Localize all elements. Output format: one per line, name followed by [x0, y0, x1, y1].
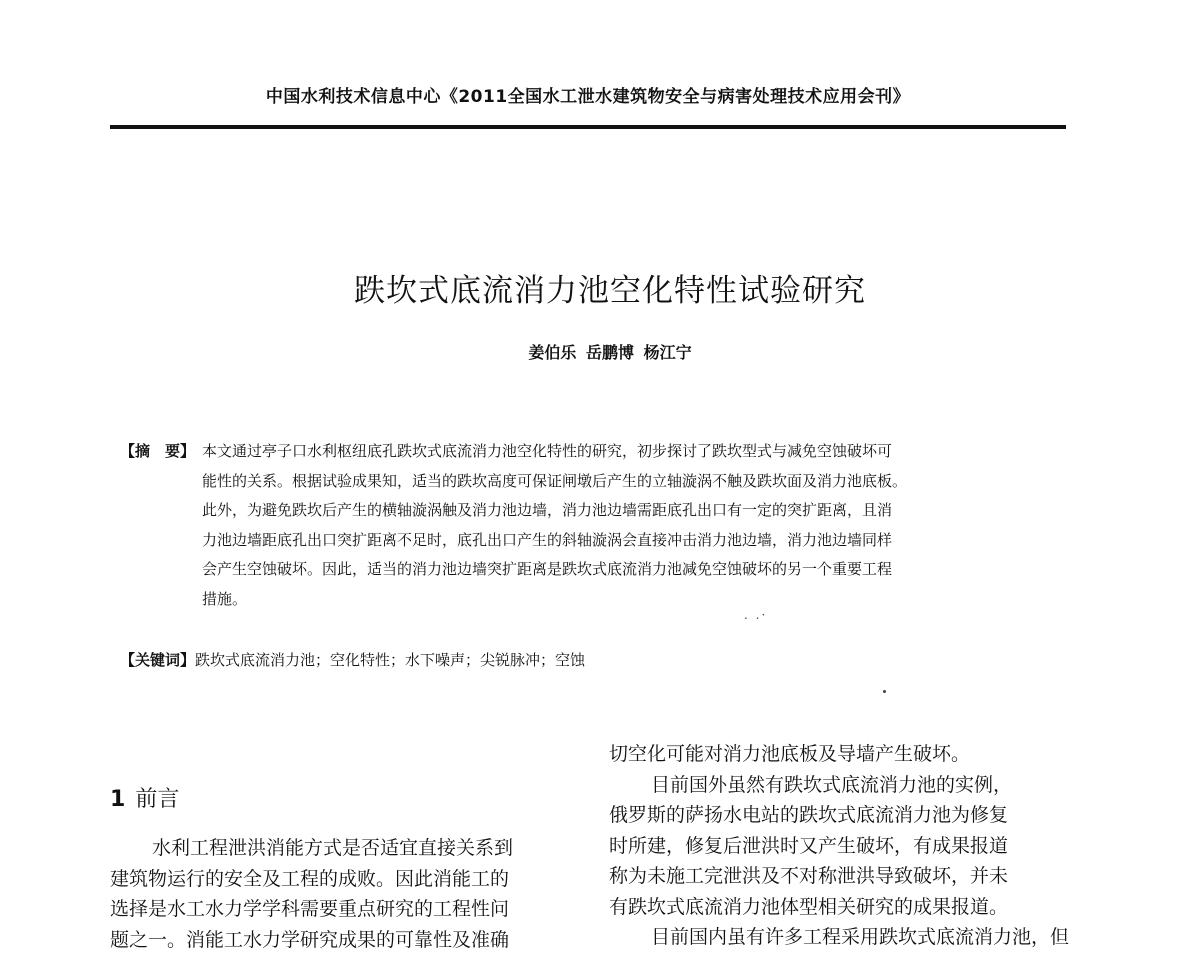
body-line: 时所建，修复后泄洪时又产生破坏，有成果报道	[609, 834, 1069, 865]
section-number: 1	[110, 787, 125, 812]
paper-title: 跌坎式底流消力池空化特性试验研究	[110, 265, 1110, 310]
scan-speck	[883, 690, 886, 693]
body-line: 水利工程泄洪消能方式是否适宜直接关系到	[110, 836, 570, 867]
abstract-line: 本文通过亭子口水利枢纽底孔跌坎式底流消力池空化特性的研究，初步探讨了跌坎型式与减免空蚀破坏可	[202, 440, 1062, 470]
abstract-label: 【摘 要】	[120, 440, 195, 461]
abstract-line: 此外，为避免跌坎后产生的横轴漩涡触及消力池边墙，消力池边墙需距底孔出口有一定的突扩距离，且消	[202, 499, 1062, 529]
abstract-line: 措施。	[202, 588, 1062, 618]
body-line: 题之一。消能工水力学研究成果的可靠性及准确	[110, 928, 570, 958]
body-line: 称为未施工完泄洪及不对称泄洪导致破坏，并未	[609, 864, 1069, 895]
scan-speck: . .·	[744, 608, 767, 622]
keywords-block	[120, 649, 585, 670]
running-header: 中国水利技术信息中心《2011全国水工泄水建筑物安全与病害处理技术应用会刊》	[110, 82, 1066, 107]
body-line: 选择是水工水力学学科需要重点研究的工程性问	[110, 897, 570, 928]
left-column	[110, 836, 570, 958]
keywords-text: 跌坎式底流消力池；空化特性；水下噪声；尖锐脉冲；空蚀	[195, 651, 585, 669]
body-line: 目前国外虽然有跌坎式底流消力池的实例，	[609, 773, 1069, 804]
body-line: 俄罗斯的萨扬水电站的跌坎式底流消力池为修复	[609, 803, 1069, 834]
body-line: 切空化可能对消力池底板及导墙产生破坏。	[609, 742, 1069, 773]
right-column	[609, 742, 1069, 956]
abstract-text	[202, 440, 1062, 617]
body-line: 目前国内虽有许多工程采用跌坎式底流消力池，但	[609, 925, 1069, 956]
keywords-label: 【关键词】	[120, 651, 195, 669]
body-line: 建筑物运行的安全及工程的成败。因此消能工的	[110, 867, 570, 898]
abstract-line: 会产生空蚀破坏。因此，适当的消力池边墙突扩距离是跌坎式底流消力池减免空蚀破坏的另一个重要工程	[202, 558, 1062, 588]
section-heading	[110, 782, 179, 813]
paper-authors: 姜伯乐 岳鹏博 杨江宁	[110, 340, 1110, 363]
section-title: 前言	[135, 787, 179, 812]
abstract-line: 能性的关系。根据试验成果知，适当的跌坎高度可保证闸墩后产生的立轴漩涡不触及跌坎面及消力池底板。	[202, 470, 1062, 500]
header-rule	[110, 125, 1066, 129]
abstract-line: 力池边墙距底孔出口突扩距离不足时，底孔出口产生的斜轴漩涡会直接冲击消力池边墙，消力池边墙同样	[202, 529, 1062, 559]
body-line: 有跌坎式底流消力池体型相关研究的成果报道。	[609, 895, 1069, 926]
